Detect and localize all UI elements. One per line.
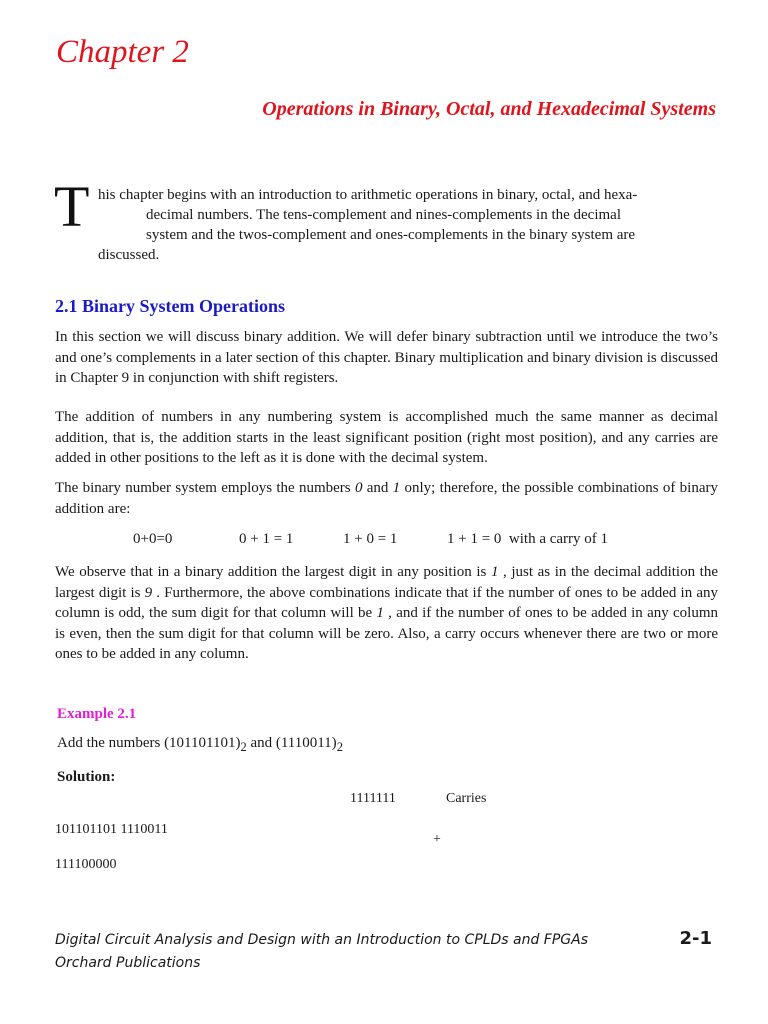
paragraph-text: We observe that in a binary addition the largest digit in any position is (55, 564, 491, 580)
paragraph-text: , and if the number of ones to be added in any column is even, then the sum digit for that column will be zero. Also, a carry occurs whenever there are two or more ones to be added in any column. (55, 605, 718, 662)
intro-line: his chapter begins with an introduction to arithmetic operations in binary, octal, and hexa- (98, 187, 638, 203)
addends: 101101101 1110011 (55, 822, 168, 837)
chapter-title: Chapter 2 (56, 34, 189, 70)
paragraph (55, 478, 718, 519)
equation: 0+0=0 (133, 531, 173, 547)
paragraph-text: . Furthermore, the above combinations indicate that if the number of ones to be added in any column is odd, the sum digit for that column will be (55, 584, 718, 621)
subscript: 2 (240, 740, 247, 754)
plus-sign: + (433, 832, 441, 847)
intro-line: system and the twos-complement and ones-complements in the binary system are (146, 227, 636, 243)
intro-line: discussed. (98, 247, 160, 263)
digit-one: 1 (490, 564, 499, 580)
digit-one: 1 (376, 605, 384, 621)
example-label: Example 2.1 (57, 706, 137, 722)
chapter-subtitle: Operations in Binary, Octal, and Hexadecimal Systems (262, 98, 716, 120)
intro-paragraph (98, 185, 718, 265)
equation: 1 + 1 = 0 with a carry of 1 (447, 531, 609, 547)
equation: 0 + 1 = 1 (239, 531, 294, 547)
example-text: Add the numbers (101101101) (57, 735, 241, 751)
intro-line: decimal numbers. The tens-complement and nines-complements in the decimal (146, 207, 621, 223)
paragraph-text: The binary number system employs the numbers (55, 480, 355, 496)
page-number: 2-1 (679, 928, 712, 949)
example-statement (57, 735, 343, 755)
paragraph (55, 562, 718, 665)
carries-label: Carries (446, 791, 487, 806)
footer-book-title: Digital Circuit Analysis and Design with an Introduction to CPLDs and FPGAs (55, 932, 589, 948)
solution-label: Solution: (57, 769, 116, 785)
example-text: and (1110011) (246, 735, 337, 751)
paragraph-text: and (362, 480, 393, 496)
intro-dropcap: T (54, 174, 90, 239)
carries-row: 1111111 (350, 791, 396, 806)
paragraph-text: only; therefore, the possible combinations of binary addition are: (55, 480, 718, 517)
subscript: 2 (336, 740, 343, 754)
paragraph: The addition of numbers in any numbering system is accomplished much the same manner as decimal addition, that is, the addition starts in the least significant position (right most position), and any carries are added in other positions to the left as it is done with the decimal system. (55, 409, 718, 466)
section-heading: 2.1 Binary System Operations (55, 296, 286, 316)
digit-one: 1 (392, 480, 401, 496)
digit-zero: 0 (354, 480, 363, 496)
footer-publisher: Orchard Publications (55, 955, 201, 971)
paragraph: In this section we will discuss binary addition. We will defer binary subtraction until we introduce the two’s and one’s complements in a later section of this chapter. Binary multiplication and binary division is discussed in Chapter 9 in conjunction with shift registers. (55, 329, 718, 386)
sum-result: 111100000 (55, 857, 117, 872)
digit-nine: 9 (144, 584, 153, 601)
equation: 1 + 0 = 1 (343, 531, 398, 547)
paragraph-text: , just as in the decimal addition the largest digit is (55, 564, 718, 601)
